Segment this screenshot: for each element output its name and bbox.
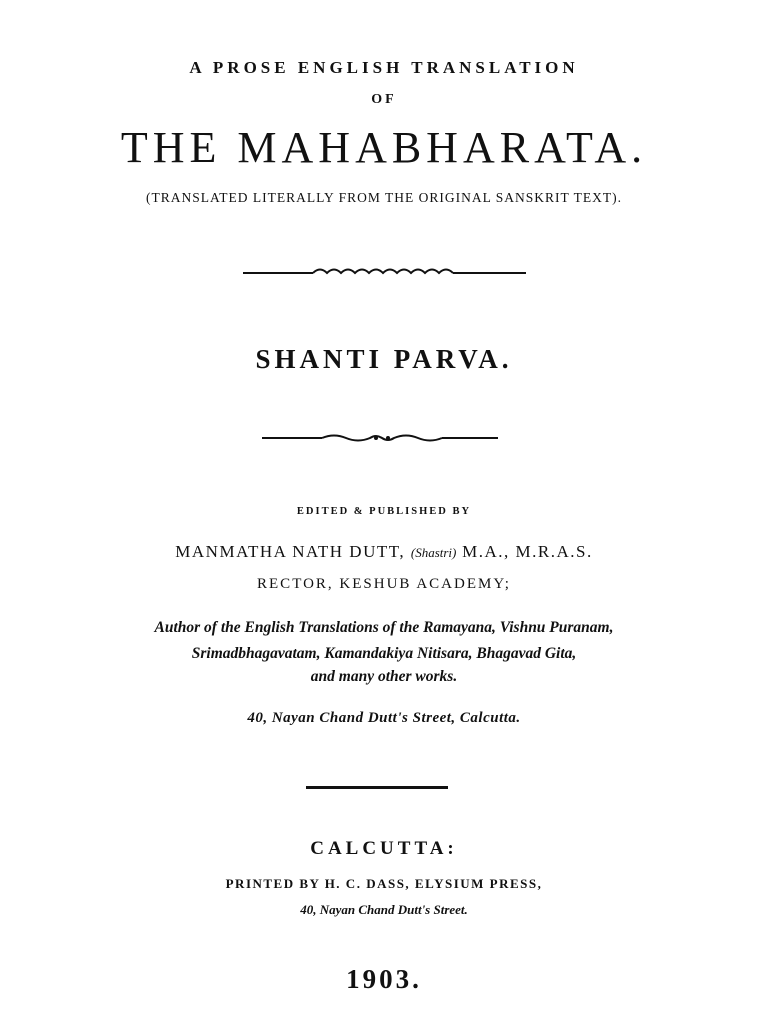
author-name: MANMATHA NATH DUTT, <box>175 542 406 561</box>
works-line-1: Author of the English Translations of the Ramayana, Vishnu Puranam, <box>154 619 614 636</box>
author-shastri: (Shastri) <box>410 545 457 560</box>
plain-rule-divider <box>306 786 448 789</box>
printed-by-line: PRINTED BY H. C. DASS, ELYSIUM PRESS, <box>225 876 543 891</box>
edited-published-by: EDITED & PUBLISHED BY <box>296 506 472 517</box>
main-title: THE MAHABHARATA. <box>120 123 648 172</box>
works-line-2: Srimadbhagavatam, Kamandakiya Nitisara, Bhagavad Gita, <box>191 645 577 662</box>
rector-line: RECTOR, KESHUB ACADEMY; <box>257 576 511 592</box>
subtitle: (TRANSLATED LITERALLY FROM THE ORIGINAL SANSKRIT TEXT). <box>145 190 622 205</box>
parva-title: SHANTI PARVA. <box>255 344 513 374</box>
wavy-rule-divider <box>243 262 526 282</box>
of-line: OF <box>371 92 397 107</box>
city-line: CALCUTTA: <box>310 838 458 859</box>
author-line <box>0 542 768 562</box>
author-degrees: M.A., M.R.A.S. <box>462 542 593 561</box>
publication-year: 1903. <box>346 964 422 994</box>
ornamental-rule-divider <box>262 427 498 447</box>
works-line-3: and many other works. <box>310 668 458 685</box>
prose-translation-line: A PROSE ENGLISH TRANSLATION <box>189 58 579 77</box>
publisher-address: 40, Nayan Chand Dutt's Street, Calcutta. <box>247 710 521 726</box>
printer-address: 40, Nayan Chand Dutt's Street. <box>300 902 468 917</box>
